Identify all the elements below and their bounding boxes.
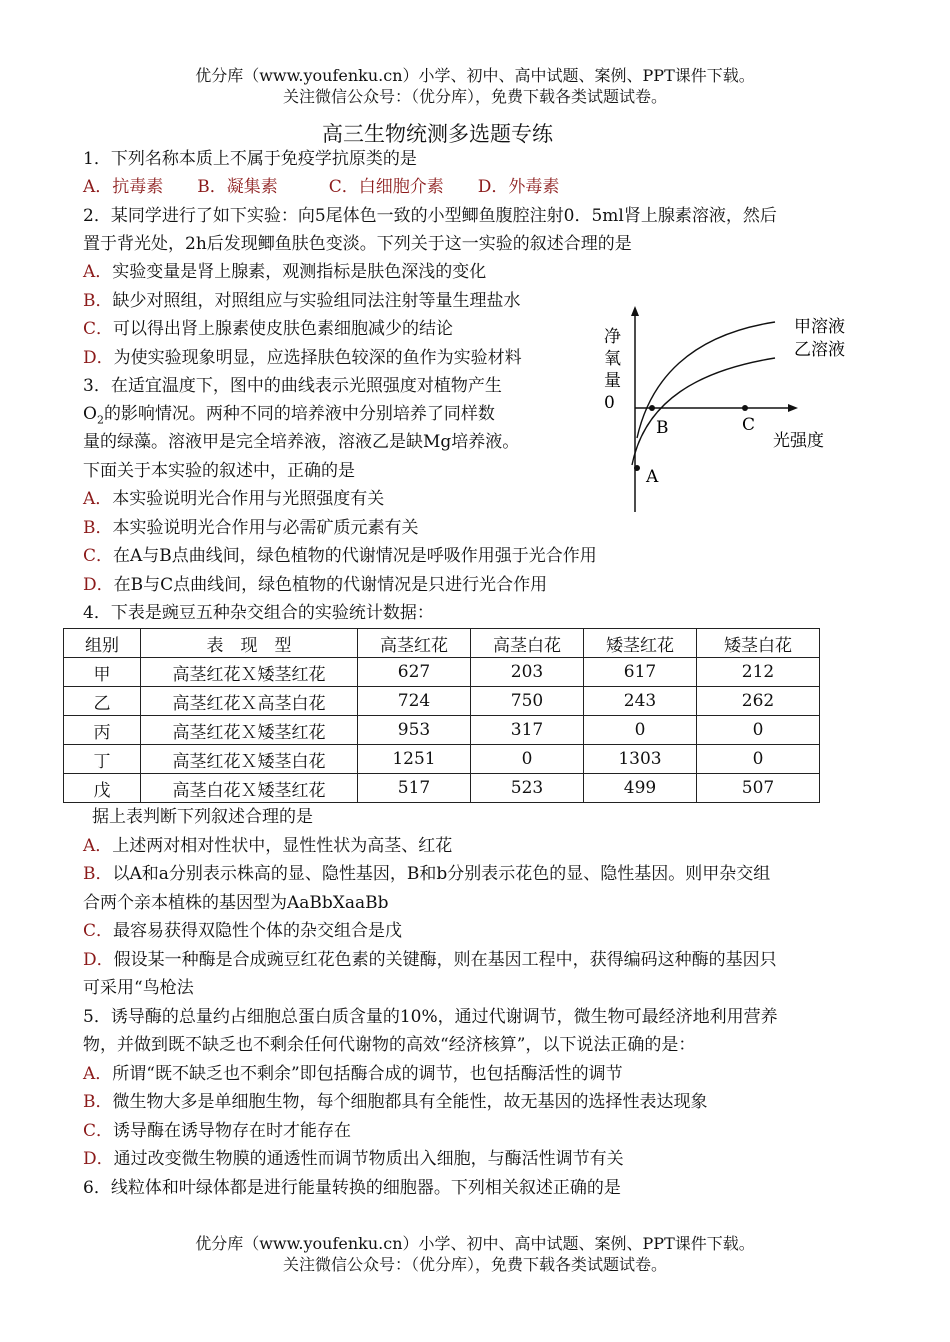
table-header: 组别: [64, 629, 141, 658]
table-cell: 523: [471, 774, 584, 803]
q3-option-d: D．在B与C点曲线间，绿色植物的代谢情况是只进行光合作用: [83, 575, 548, 595]
q3-option-c: C．在A与B点曲线间，绿色植物的代谢情况是呼吸作用强于光合作用: [83, 546, 597, 566]
o2-symbol: O: [83, 404, 97, 424]
page-title: 高三生物统测多选题专练: [322, 122, 553, 146]
table-row: [64, 687, 820, 716]
y-label-3: 量: [604, 371, 621, 391]
label-c: C: [742, 415, 756, 435]
q5-option-b: B．微生物大多是单细胞生物，每个细胞都具有全能性，故无基因的选择性表达现象: [83, 1092, 708, 1112]
q5-option-c: C．诱导酶在诱导物存在时才能存在: [83, 1121, 352, 1141]
table-cell: 212: [697, 658, 820, 687]
option-letter: A．: [83, 262, 113, 282]
table-cell: 戊: [64, 774, 141, 803]
q4-option-b-2: 合两个亲本植株的基因型为AaBbXaaBb: [83, 893, 389, 913]
q4-option-c: C．最容易获得双隐性个体的杂交组合是戊: [83, 921, 403, 941]
q1-options: A．抗毒素 B．凝集素 C．白细胞介素 D．外毒素: [83, 177, 560, 197]
q3-stem-4: 下面关于本实验的叙述中，正确的是: [83, 461, 355, 481]
q4-option-a: A．上述两对相对性状中，显性性状为高茎、红花: [83, 836, 453, 856]
header-line-1: 优分库（www.youfenku.cn）小学、初中、高中试题、案例、PPT课件下载。: [195, 66, 755, 85]
x-axis-arrow: [788, 404, 798, 412]
table-cell: 724: [358, 687, 471, 716]
y-label-1: 净: [604, 327, 621, 347]
legend-yi: 乙溶液: [794, 340, 845, 360]
point-a-marker: [634, 465, 640, 471]
table-cell: 0: [697, 745, 820, 774]
q2-option-d: D．为使实验现象明显，应选择肤色较深的鱼作为实验材料: [83, 348, 522, 368]
option-letter: A．: [83, 1064, 113, 1084]
y-zero-label: 0: [604, 393, 615, 413]
q2-option-c: C．可以得出肾上腺素使皮肤色素细胞减少的结论: [83, 319, 454, 339]
table-cell: 0: [697, 716, 820, 745]
point-c-marker: [742, 405, 748, 411]
table-cell: 丁: [64, 745, 141, 774]
table-cell: 丙: [64, 716, 141, 745]
q3-stem-2-text: 的影响情况。两种不同的培养液中分别培养了同样数: [103, 404, 495, 424]
q2-option-b: B．缺少对照组，对照组应与实验组同法注射等量生理盐水: [83, 291, 521, 311]
option-letter: B．: [83, 864, 113, 884]
table-cell: 627: [358, 658, 471, 687]
table-cell: 317: [471, 716, 584, 745]
q3-option-a: A．本实验说明光合作用与光照强度有关: [83, 489, 385, 509]
table-cell: 甲: [64, 658, 141, 687]
curve-yi: [632, 358, 775, 465]
q4-option-d-2: 可采用“鸟枪法: [83, 978, 194, 998]
q2-stem-2: 置于背光处，2h后发现鲫鱼肤色变淡。下列关于这一实验的叙述合理的是: [83, 234, 632, 254]
table-cell: 0: [584, 716, 697, 745]
option-letter: A．: [83, 836, 113, 856]
table-cell: 507: [697, 774, 820, 803]
table-header: 表 现 型: [141, 629, 358, 658]
label-b: B: [656, 418, 669, 438]
q2-stem-1: 2．某同学进行了如下实验：向5尾体色一致的小型鲫鱼腹腔注射0．5ml肾上腺素溶液，然后: [83, 206, 777, 226]
footer-line-2: 关注微信公众号：（优分库），免费下载各类试题试卷。: [282, 1255, 667, 1274]
q6-stem: 6．线粒体和叶绿体都是进行能量转换的细胞器。下列相关叙述正确的是: [83, 1178, 621, 1198]
option-letter: C．: [83, 921, 114, 941]
legend-jia: 甲溶液: [794, 317, 845, 337]
footer-line-1: 优分库（www.youfenku.cn）小学、初中、高中试题、案例、PPT课件下载。: [195, 1234, 755, 1253]
q3-stem-1: 3．在适宜温度下，图中的曲线表示光照强度对植物产生: [83, 376, 502, 396]
table-header-row: [64, 629, 820, 658]
option-letter: D．: [83, 348, 114, 368]
table-cell: 0: [471, 745, 584, 774]
q5-option-a: A．所谓“既不缺乏也不剩余”即包括酶合成的调节，也包括酶活性的调节: [83, 1064, 623, 1084]
option-letter: D．: [83, 950, 114, 970]
table-cell: 高茎红花Ｘ矮茎白花: [141, 745, 358, 774]
q4-stem: 4．下表是豌豆五种杂交组合的实验统计数据：: [83, 603, 434, 623]
table-row: [64, 774, 820, 803]
q3-option-b: B．本实验说明光合作用与必需矿质元素有关: [83, 518, 419, 538]
q4-option-b-1: B．以A和a分别表示株高的显、隐性基因，B和b分别表示花色的显、隐性基因。则甲杂交组: [83, 864, 771, 884]
table-row: [64, 716, 820, 745]
option-letter: C．: [83, 319, 114, 339]
q3-stem-3: 量的绿藻。溶液甲是完全培养液，溶液乙是缺Mg培养液。: [83, 432, 520, 452]
label-a: A: [646, 467, 659, 487]
table-cell: 1303: [584, 745, 697, 774]
oxygen-light-graph: [590, 300, 880, 520]
x-axis-label: 光强度: [773, 431, 824, 451]
table-cell: 243: [584, 687, 697, 716]
table-header: 矮茎红花: [584, 629, 697, 658]
table-header: 高茎红花: [358, 629, 471, 658]
o2-subscript: 2: [96, 413, 104, 427]
option-letter: B．: [83, 518, 113, 538]
table-cell: 1251: [358, 745, 471, 774]
option-letter: C．: [83, 546, 114, 566]
q5-stem-1: 5．诱导酶的总量约占细胞总蛋白质含量的10%，通过代谢调节，微生物可最经济地利用营养: [83, 1007, 778, 1027]
point-b-marker: [649, 405, 655, 411]
table-header: 高茎白花: [471, 629, 584, 658]
option-letter: C．: [83, 1121, 114, 1141]
table-row: [64, 745, 820, 774]
option-letter: D．: [83, 1149, 114, 1169]
option-letter: B．: [83, 291, 113, 311]
table-cell: 高茎白花Ｘ矮茎红花: [141, 774, 358, 803]
option-letter: D．: [83, 575, 114, 595]
table-cell: 203: [471, 658, 584, 687]
q3-stem-2: [83, 403, 495, 431]
table-cell: 499: [584, 774, 697, 803]
table-cell: 750: [471, 687, 584, 716]
table-cell: 高茎红花Ｘ矮茎红花: [141, 658, 358, 687]
cross-data-table: [63, 628, 820, 803]
y-axis-arrow: [631, 306, 639, 316]
q1-stem: 1．下列名称本质上不属于免疫学抗原类的是: [83, 149, 417, 169]
table-cell: 高茎红花Ｘ矮茎红花: [141, 716, 358, 745]
table-row: [64, 658, 820, 687]
table-cell: 乙: [64, 687, 141, 716]
y-label-2: 氧: [604, 349, 621, 369]
table-cell: 262: [697, 687, 820, 716]
table-cell: 617: [584, 658, 697, 687]
option-letter: A．: [83, 489, 113, 509]
q5-option-d: D．通过改变微生物膜的通透性而调节物质出入细胞，与酶活性调节有关: [83, 1149, 624, 1169]
q4-after-table: 据上表判断下列叙述合理的是: [92, 807, 313, 827]
header-line-2: 关注微信公众号：（优分库），免费下载各类试题试卷。: [282, 87, 667, 106]
option-letter: B．: [83, 1092, 113, 1112]
table-cell: 高茎红花Ｘ高茎白花: [141, 687, 358, 716]
q4-option-d-1: D．假设某一种酶是合成豌豆红花色素的关键酶，则在基因工程中，获得编码这种酶的基因只: [83, 950, 777, 970]
q2-option-a: A．实验变量是肾上腺素，观测指标是肤色深浅的变化: [83, 262, 487, 282]
table-cell: 517: [358, 774, 471, 803]
table-cell: 953: [358, 716, 471, 745]
table-header: 矮茎白花: [697, 629, 820, 658]
q5-stem-2: 物，并做到既不缺乏也不剩余任何代谢物的高效“经济核算”，以下说法正确的是：: [83, 1035, 696, 1055]
